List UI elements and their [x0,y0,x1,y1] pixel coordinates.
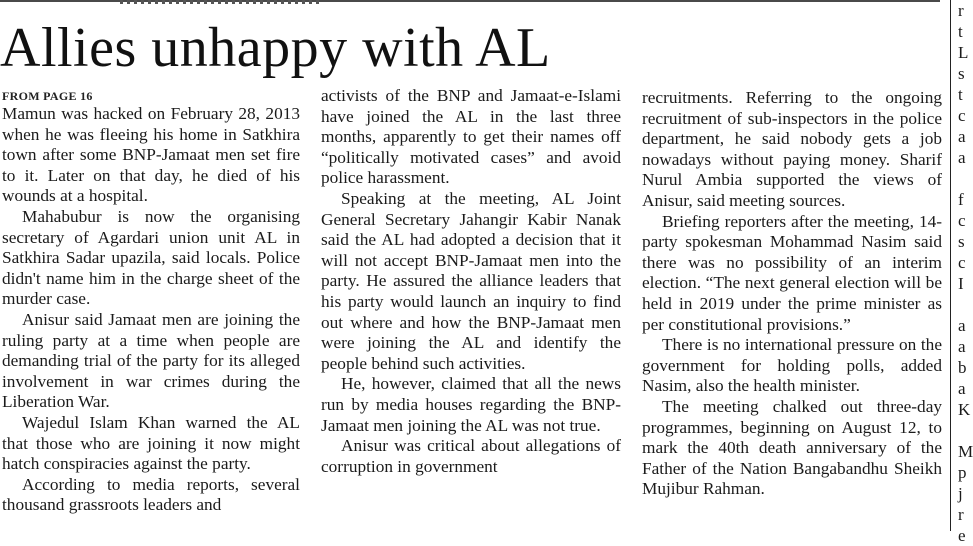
edge-letter: a [958,337,966,356]
jump-label: FROM PAGE 16 [2,89,93,103]
paragraph: Wajedul Islam Khan warned the AL that those who are joining it now might hatch conspiracies against the party. [2,412,300,474]
edge-letter: K [958,400,971,419]
paragraph: The meeting chalked out three-day programmes, beginning on August 12, to mark the 40th death anniversary of the Father of the Nation Bangabandhu Sheikh Mujibur Rahman. [642,396,942,499]
paragraph: Briefing reporters after the meeting, 14-party spokesman Mohammad Nasim said there was no possibility of an interim election. “The next general election will be held in 2019 under the prime minister as per constitutional provisions.” [642,211,942,334]
edge-letter: t [958,22,963,41]
paragraph: Anisur said Jamaat men are joining the ruling party at a time when people are demanding trial of the party for its alleged involvement in war crimes during the Liberation War. [2,309,300,412]
edge-letter: c [958,211,966,230]
edge-letter: M [958,442,973,461]
edge-letter: a [958,148,966,167]
edge-letter: t [958,85,963,104]
column-divider [950,0,951,531]
paragraph: Mamun was hacked on February 28, 2013 when he was fleeing his home in Satkhira town after some BNP-Jamaat men set fire to it. Later on that day, he died of his wounds at a hospital. [2,104,300,206]
paragraph: He, however, claimed that all the news run by media houses regarding the BNP-Jamaat men joining the AL was not true. [321,374,621,435]
top-decoration [120,0,320,4]
paragraph: recruitments. Referring to the ongoing recruitment of sub-inspectors in the police department, he said nobody gets a job nowadays without paying money. Sharif Nurul Ambia supported the views of Anisur, said meeting sources. [642,88,942,210]
edge-letter: j [958,484,963,503]
edge-letter [958,294,968,315]
column-3 [642,88,942,500]
headline: Allies unhappy with AL [0,17,551,79]
paragraph: Anisur was critical about allegations of corruption in government [321,436,621,476]
edge-letter: s [958,64,965,83]
edge-letter: r [958,1,964,20]
edge-letter: b [958,358,967,377]
paragraph: According to media reports, several thousand grassroots leaders and [2,474,300,515]
paragraph: Speaking at the meeting, AL Joint General Secretary Jahangir Kabir Nanak said the AL had adopted a decision that it will not accept BNP-Jamaat men into the party. He assured the alliance leaders that his party would launch an inquiry to find out where and how the BNP-Jamaat men were joining the AL and identify the people behind such activities. [321,188,621,373]
edge-letter: p [958,463,967,482]
edge-letter: c [958,106,966,125]
edge-letter: r [958,505,964,524]
edge-letter: a [958,379,966,398]
edge-letter: a [958,127,966,146]
paragraph: There is no international pressure on the government for holding polls, added Nasim, also the health minister. [642,335,942,396]
edge-letter [958,420,968,441]
edge-letter: L [958,43,969,62]
paragraph: activists of the BNP and Jamaat-e-Islami have joined the AL in the last three months, apparently to get their names off “politically motivated cases” and avoid police harassment. [321,86,621,188]
adjacent-column-edge [958,0,973,546]
paragraph: Mahabubur is now the organising secretary of Agardari union unit AL in Satkhira Sadar upazila, said locals. Police didn't name him in the charge sheet of the murder case. [2,206,300,309]
edge-letter: s [958,232,965,251]
edge-letter: e [958,526,966,545]
column-2 [321,86,621,477]
column-1 [2,104,300,516]
edge-letter: a [958,316,966,335]
edge-letter [958,168,968,189]
edge-letter: c [958,253,966,272]
edge-letter: f [958,190,964,209]
edge-letter: I [958,274,964,293]
